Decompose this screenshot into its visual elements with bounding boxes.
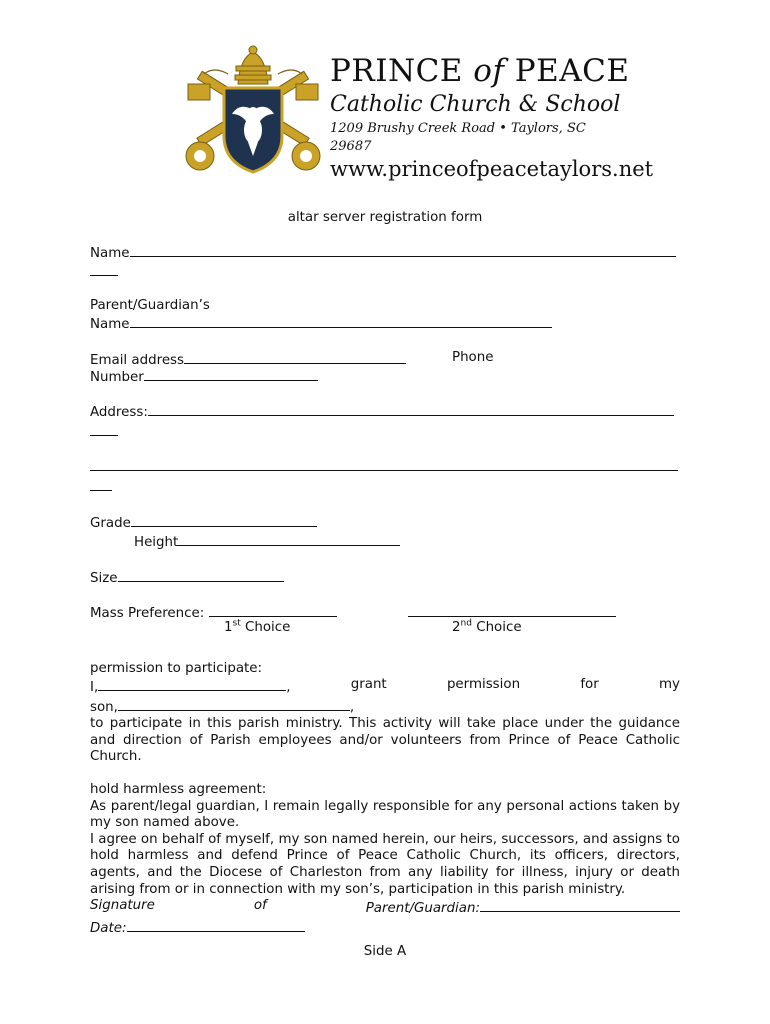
size-blank[interactable] — [118, 568, 284, 582]
email-blank[interactable] — [184, 350, 406, 364]
second-choice-label: 2nd Choice — [452, 618, 522, 635]
address-field[interactable] — [90, 402, 680, 422]
signature-blank[interactable] — [480, 898, 680, 912]
parent-label: Parent/Guardian’s — [90, 297, 210, 313]
permission-grant-line: I, , grant permission for my — [90, 677, 680, 696]
name-blank[interactable] — [130, 243, 676, 257]
church-name: PRINCE of PEACE — [330, 53, 630, 89]
parent-name-inline[interactable]: I, , — [90, 677, 290, 697]
mass-preference-label: Mass Preference: — [90, 606, 205, 622]
name-label: Name — [90, 245, 130, 261]
phone-label: Phone — [452, 349, 494, 365]
email-label: Email address — [90, 352, 185, 368]
son-label: son, — [90, 699, 118, 715]
date-field[interactable] — [90, 918, 680, 938]
page-side-label: Side A — [363, 944, 407, 959]
date-label: Date: — [90, 920, 127, 936]
address-label: Address: — [90, 405, 148, 421]
form-title: altar server registration form — [287, 210, 483, 225]
parent-name-field[interactable] — [90, 314, 680, 334]
second-choice-blank[interactable] — [408, 603, 616, 617]
name-field[interactable] — [90, 243, 680, 263]
size-field[interactable] — [90, 568, 680, 588]
height-blank[interactable] — [178, 532, 400, 546]
grade-blank[interactable] — [131, 513, 317, 527]
church-header — [330, 52, 654, 182]
grade-field[interactable] — [90, 513, 680, 533]
name-blank-continued[interactable] — [90, 262, 118, 276]
first-choice-label: 1st Choice — [224, 618, 291, 635]
address-line-2-blank[interactable] — [90, 457, 678, 471]
permission-heading: permission to participate: — [90, 660, 263, 676]
address-line-2-continued[interactable] — [90, 477, 112, 491]
church-crest-logo — [178, 44, 328, 184]
phone-number-label: Number — [90, 369, 144, 385]
signature-line[interactable]: Signature of Parent/Guardian: — [90, 898, 680, 918]
form-content — [90, 210, 680, 937]
parent-name-label: Name — [90, 317, 130, 333]
size-label: Size — [90, 570, 118, 586]
address-blank[interactable] — [148, 402, 674, 416]
parent-name-blank[interactable] — [130, 314, 552, 328]
church-address: 1209 Brushy Creek Road • Taylors, SC 29687 — [330, 121, 586, 154]
email-field[interactable] — [90, 350, 406, 370]
church-subtitle: Catholic Church & School — [330, 92, 621, 117]
height-label: Height — [134, 535, 179, 551]
height-field[interactable] — [90, 532, 680, 552]
hold-harmless-para2: I agree on behalf of myself, my son named herein, our heirs, successors, and assigns to hold harmless and defend Prince of Peace Catholic Church, its officers, directors, agents, and the Diocese of Charleston from any liability for illness, injury or death arising from or in connection with my son’s, participation in this parish ministry. — [90, 831, 680, 897]
church-website: www.princeofpeacetaylors.net — [330, 157, 654, 181]
first-choice-blank[interactable] — [209, 603, 337, 617]
grant-parent-blank[interactable] — [98, 677, 286, 691]
grade-label: Grade — [90, 515, 131, 531]
permission-text: to participate in this parish ministry. This activity will take place under the guidance and direction of Parish employees and/or volunteers from Prince of Peace Catholic Church. — [90, 716, 680, 765]
son-blank[interactable] — [118, 697, 350, 711]
son-field[interactable]: son, , — [90, 697, 680, 717]
date-blank[interactable] — [127, 918, 305, 932]
hold-harmless-para1: As parent/legal guardian, I remain legally responsible for any personal actions taken by my son named above. — [90, 798, 680, 831]
hold-harmless-heading: hold harmless agreement: — [90, 782, 267, 798]
address-blank-continued[interactable] — [90, 422, 118, 436]
